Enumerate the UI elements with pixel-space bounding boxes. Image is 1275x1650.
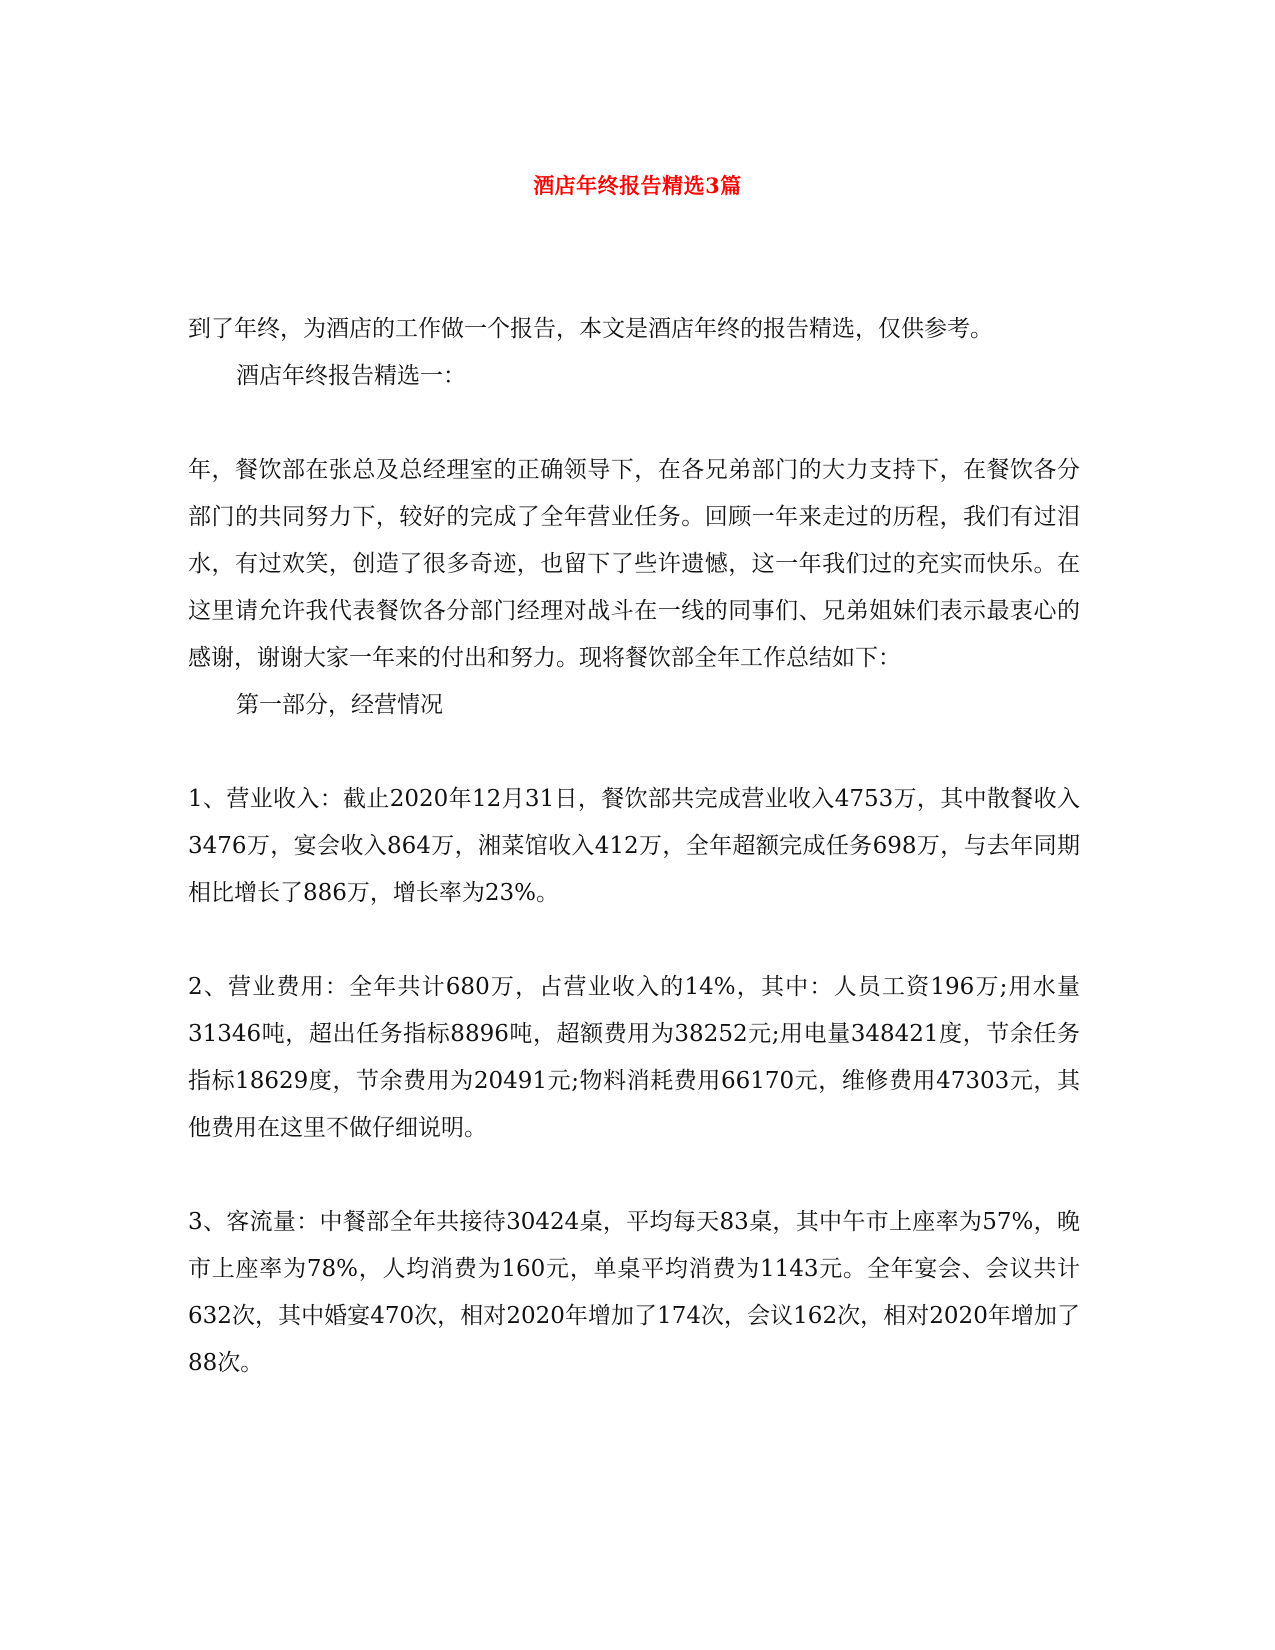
paragraph-spacer	[188, 1152, 1080, 1199]
section-one-heading: 酒店年终报告精选一：	[236, 363, 466, 389]
expenses-paragraph: 2、营业费用：全年共计680万，占营业收入的14%，其中：人员工资196万;用水量31346吨，超出任务指标8896吨，超额费用为38252元;用电量348421度，节余任务指标18629度，节余费用为20491元;物料消耗费用66170元，维修费用47303元，其他费用在这里不做仔细说明。	[188, 974, 1080, 1141]
opening-paragraph: 年，餐饮部在张总及总经理室的正确领导下，在各兄弟部门的大力支持下，在餐饮各分部门的共同努力下，较好的完成了全年营业任务。回顾一年来走过的历程，我们有过泪水，有过欢笑，创造了很多奇迹，也留下了些许遗憾，这一年我们过的充实而快乐。在这里请允许我代表餐饮各分部门经理对战斗在一线的同事们、兄弟姐妹们表示最衷心的感谢，谢谢大家一年来的付出和努力。现将餐饮部全年工作总结如下：	[188, 457, 1080, 671]
revenue-paragraph: 1、营业收入：截止2020年12月31日，餐饮部共完成营业收入4753万，其中散餐收入3476万，宴会收入864万，湘菜馆收入412万，全年超额完成任务698万，与去年同期相比增长了886万，增长率为23%。	[188, 786, 1080, 906]
paragraph-spacer	[188, 917, 1080, 964]
customer-flow-paragraph: 3、客流量：中餐部全年共接待30424桌，平均每天83桌，其中午市上座率为57%，晚市上座率为78%，人均消费为160元，单桌平均消费为1143元。全年宴会、会议共计632次，其中婚宴470次，相对2020年增加了174次，会议162次，相对2020年增加了88次。	[188, 1209, 1080, 1376]
paragraph-spacer	[188, 400, 1080, 447]
paragraph-spacer	[188, 729, 1080, 776]
document-body	[188, 306, 1080, 1387]
document-title: 酒店年终报告精选3篇	[533, 173, 742, 198]
part-one-heading: 第一部分，经营情况	[236, 692, 443, 718]
intro-paragraph: 到了年终，为酒店的工作做一个报告，本文是酒店年终的报告精选，仅供参考。	[188, 316, 993, 342]
